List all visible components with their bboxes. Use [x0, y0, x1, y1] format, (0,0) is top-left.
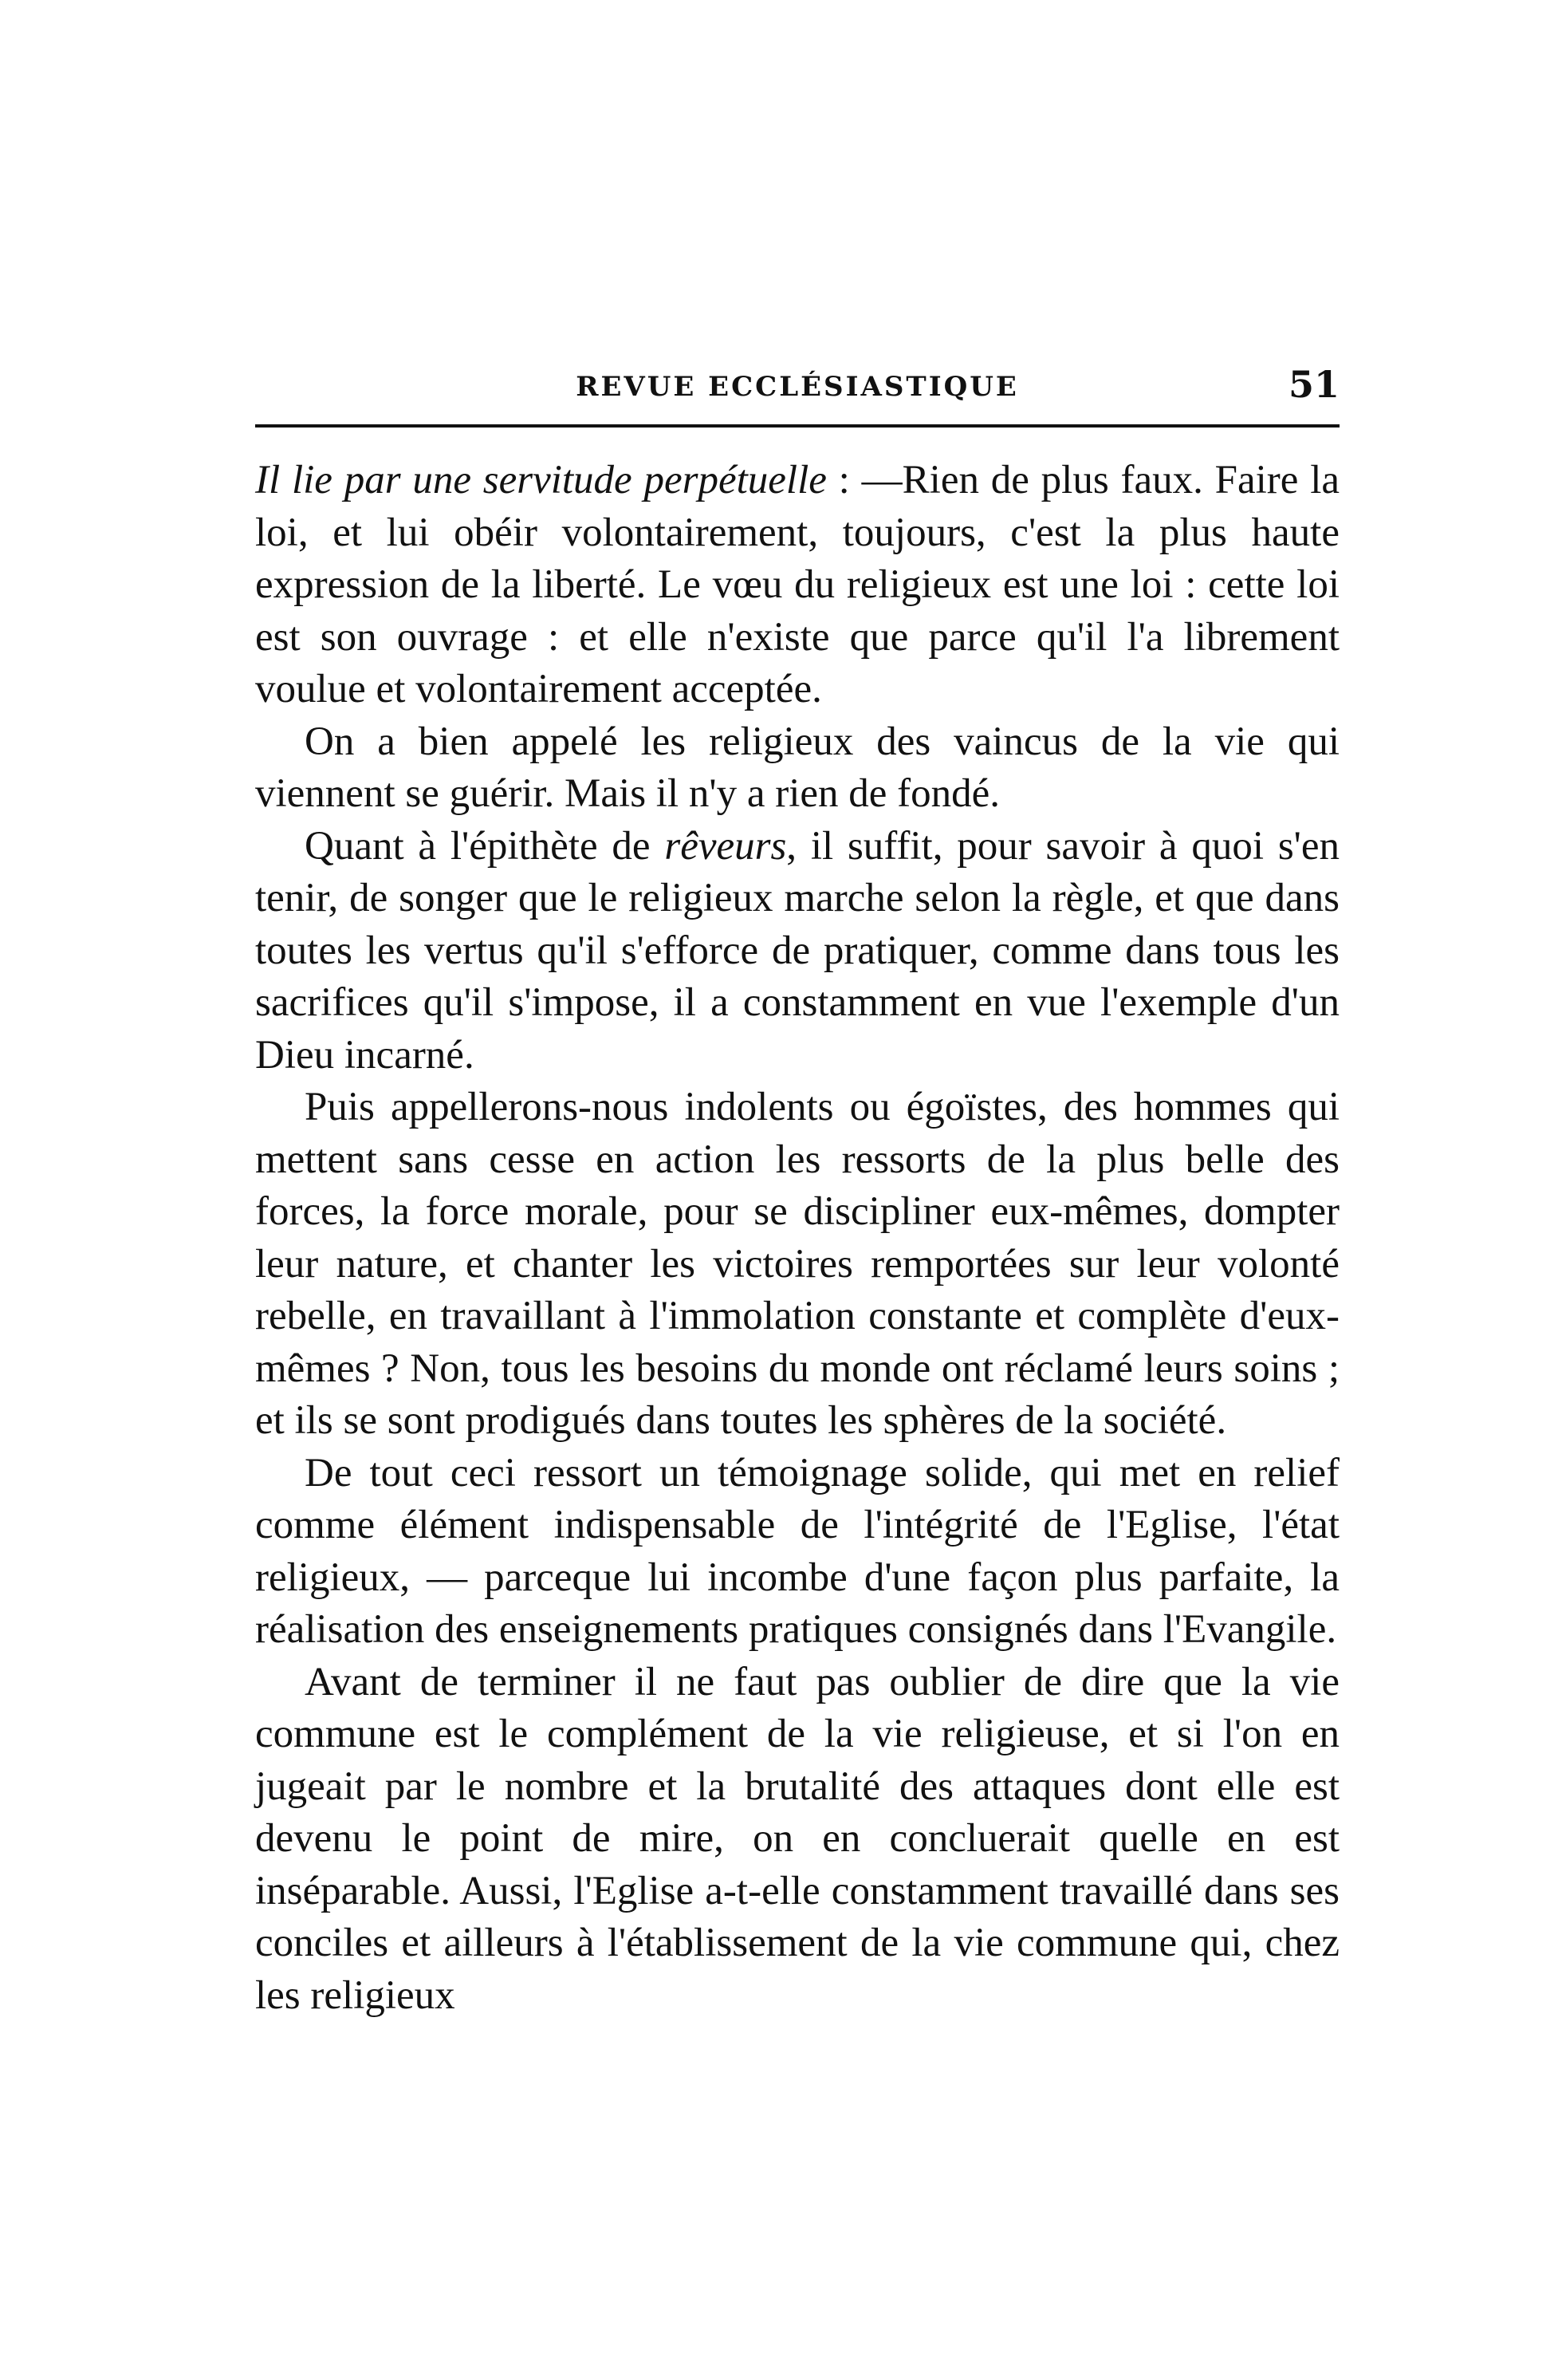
paragraph-3-text-before: Quant à l'épithète de: [305, 823, 665, 869]
paragraph-5: De tout ceci ressort un témoignage solide, qui met en relief comme élément indispensable de l'intégrité de l'Eglise, l'état religieux, — parceque lui incombe d'une façon plus parfaite, la réalisation des enseignements pratiques consignés dans l'Evangile.: [255, 1450, 1340, 1652]
paragraph-1-text: : —Rien de plus faux. Faire la loi, et lui obéir volontairement, toujours, c'est la plus haute expression de la liberté. Le vœu du religieux est une loi : cette loi est son ouvrage : et elle n'existe que parce qu'il l'a librement voulue et volontairement acceptée.: [255, 458, 1340, 711]
paragraph-3: [255, 821, 1340, 1082]
italic-lead-phrase: Il lie par une servitude perpétuelle: [255, 458, 827, 502]
page-header: [255, 363, 1340, 411]
paragraph-2: On a bien appelé les religieux des vaincus de la vie qui viennent se guérir. Mais il n'y a rien de fondé.: [255, 719, 1340, 816]
paragraph-6: Avant de terminer il ne faut pas oublier de dire que la vie commune est le complément de la vie religieuse, et si l'on en jugeait par le nombre et la brutalité des attaques dont elle est devenu le point de mire, on en concluerait quelle en est inséparable. Aussi, l'Eglise a-t-elle constamment travaillé dans ses conciles et ailleurs à l'établissement de la vie commune qui, chez les religieux: [255, 1659, 1340, 2018]
paragraph-1: [255, 455, 1340, 716]
body-text: [255, 455, 1340, 2022]
running-title: REVUE ECCLÉSIASTIQUE: [576, 371, 1019, 403]
italic-term: rêveurs: [664, 823, 787, 869]
header-rule: [255, 424, 1340, 428]
paragraph-4: Puis appellerons-nous indolents ou égoïstes, des hommes qui mettent sans cesse en action les ressorts de la plus belle des forces, la force morale, pour se discipliner eux-mêmes, dompter leur nature, et chanter les victoires remportées sur leur volonté rebelle, en travaillant à l'immolation constante et complète d'eux-mêmes ? Non, tous les besoins du monde ont réclamé leurs soins ; et ils se sont prodigués dans toutes les sphères de la société.: [255, 1085, 1340, 1443]
page-number: 51: [1288, 363, 1340, 406]
paragraph-3-text-after: , il suffit, pour savoir à quoi s'en tenir, de songer que le religieux marche selon la règle, et que dans toutes les vertus qu'il s'efforce de pratiquer, comme dans tous les sacrifices qu'il s'impose, il a constamment en vue l'exemple d'un Dieu incarné.: [255, 823, 1340, 1078]
